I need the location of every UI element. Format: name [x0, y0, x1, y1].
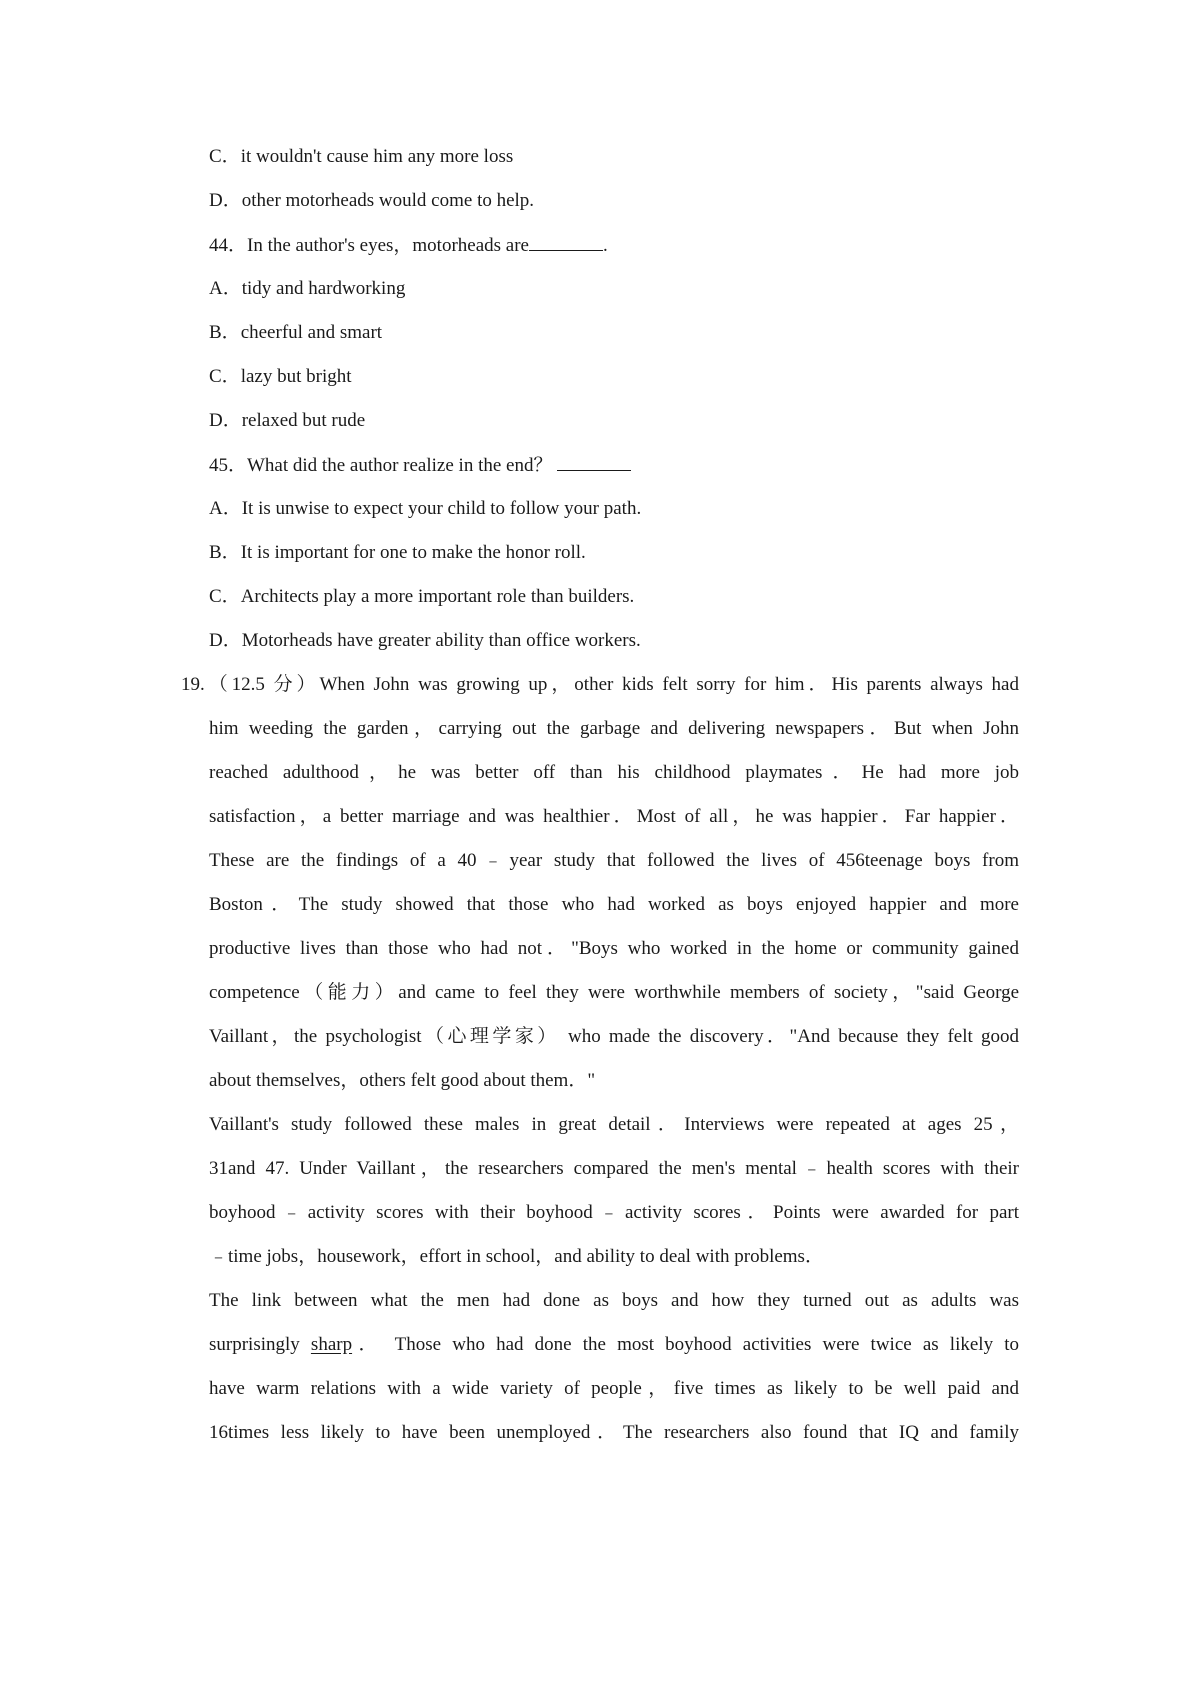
option-letter: A． [209, 498, 242, 519]
option-text: It is important for one to make the honor roll. [240, 542, 586, 563]
passage-19-line: have warm relations with a wide variety of people，five times as likely to be well paid and [209, 1378, 1019, 1399]
option-letter: D． [209, 410, 242, 431]
option-text: tidy and hardworking [241, 278, 406, 299]
passage-19-line: Boston．The study showed that those who had worked as boys enjoyed happier and more [209, 894, 1019, 915]
option-a-q44 [209, 276, 405, 302]
answer-blank [557, 452, 631, 471]
option-d-q43 [209, 188, 534, 214]
passage-19-line [209, 1332, 1019, 1358]
option-letter: A． [209, 278, 242, 299]
passage-19-line: boyhood﹣activity scores with their boyhood﹣activity scores．Points were awarded for part [209, 1202, 1019, 1223]
passage-19-line: reached adulthood，he was better off than his childhood playmates．He had more job [209, 762, 1019, 783]
option-letter: D． [209, 190, 242, 211]
passage-19-line: 19.（12.5 分）When John was growing up，other kids felt sorry for him．His parents always had [181, 674, 1019, 695]
option-letter: C． [209, 146, 241, 167]
option-d-q44 [209, 408, 365, 434]
passage-19-line: productive lives than those who had not．"Boys who worked in the home or community gained [209, 938, 1019, 959]
option-text: lazy but bright [240, 366, 352, 387]
option-c-q44 [209, 364, 352, 390]
question-44-stem [209, 232, 608, 259]
passage-19-line: him weeding the garden，carrying out the garbage and delivering newspapers．But when John [209, 718, 1019, 739]
option-text: Architects play a more important role than builders. [240, 586, 635, 607]
passage-19-line: competence（能力）and came to feel they were worthwhile members of society，"said George [209, 982, 1019, 1003]
option-text: it wouldn't cause him any more loss [240, 146, 514, 167]
option-text: other motorheads would come to help. [241, 190, 535, 211]
option-a-q45 [209, 496, 641, 522]
option-letter: D． [209, 630, 242, 651]
option-c-q43 [209, 144, 513, 170]
option-d-q45 [209, 628, 641, 654]
question-text: 44．In the author's eyes，motorheads are [209, 235, 529, 256]
text-run: ． [352, 1334, 384, 1355]
option-b-q45 [209, 540, 586, 566]
question-end: . [603, 235, 608, 256]
option-text: cheerful and smart [240, 322, 383, 343]
option-letter: B． [209, 322, 241, 343]
question-text: 45．What did the author realize in the end？ [209, 455, 553, 476]
passage-19-line: Vaillant，the psychologist（心理学家） who made the discovery．"And because they felt good [209, 1026, 1019, 1047]
text-run: Those who had done the most boyhood activities were twice as likely to [394, 1334, 1019, 1355]
question-45-stem [209, 452, 631, 479]
passage-19-line: The link between what the men had done as boys and how they turned out as adults was [209, 1290, 1019, 1311]
option-text: relaxed but rude [241, 410, 366, 431]
option-b-q44 [209, 320, 382, 346]
passage-19-line: These are the findings of a 40﹣year study that followed the lives of 456teenage boys from [209, 850, 1019, 871]
option-text: Motorheads have greater ability than office workers. [241, 630, 641, 651]
option-text: It is unwise to expect your child to follow your path. [241, 498, 642, 519]
text-run: surprisingly [209, 1334, 311, 1355]
passage-19-line: 16times less likely to have been unemployed．The researchers also found that IQ and family [209, 1422, 1019, 1443]
passage-19-line: 31and 47. Under Vaillant，the researchers compared the men's mental﹣health scores with their [209, 1158, 1019, 1179]
passage-19-line: Vaillant's study followed these males in great detail．Interviews were repeated at ages 25， [209, 1114, 1019, 1135]
option-letter: B． [209, 542, 241, 563]
answer-blank [529, 232, 603, 251]
underlined-word: sharp [310, 1334, 353, 1355]
option-c-q45 [209, 584, 634, 610]
passage-19-line: satisfaction，a better marriage and was healthier．Most of all，he was happier．Far happier． [209, 806, 1019, 827]
option-letter: C． [209, 366, 241, 387]
passage-19-line: about themselves，others felt good about them．" [209, 1070, 596, 1091]
passage-19-line: ﹣time jobs，housework，effort in school，and ability to deal with problems． [209, 1246, 824, 1267]
option-letter: C． [209, 586, 241, 607]
